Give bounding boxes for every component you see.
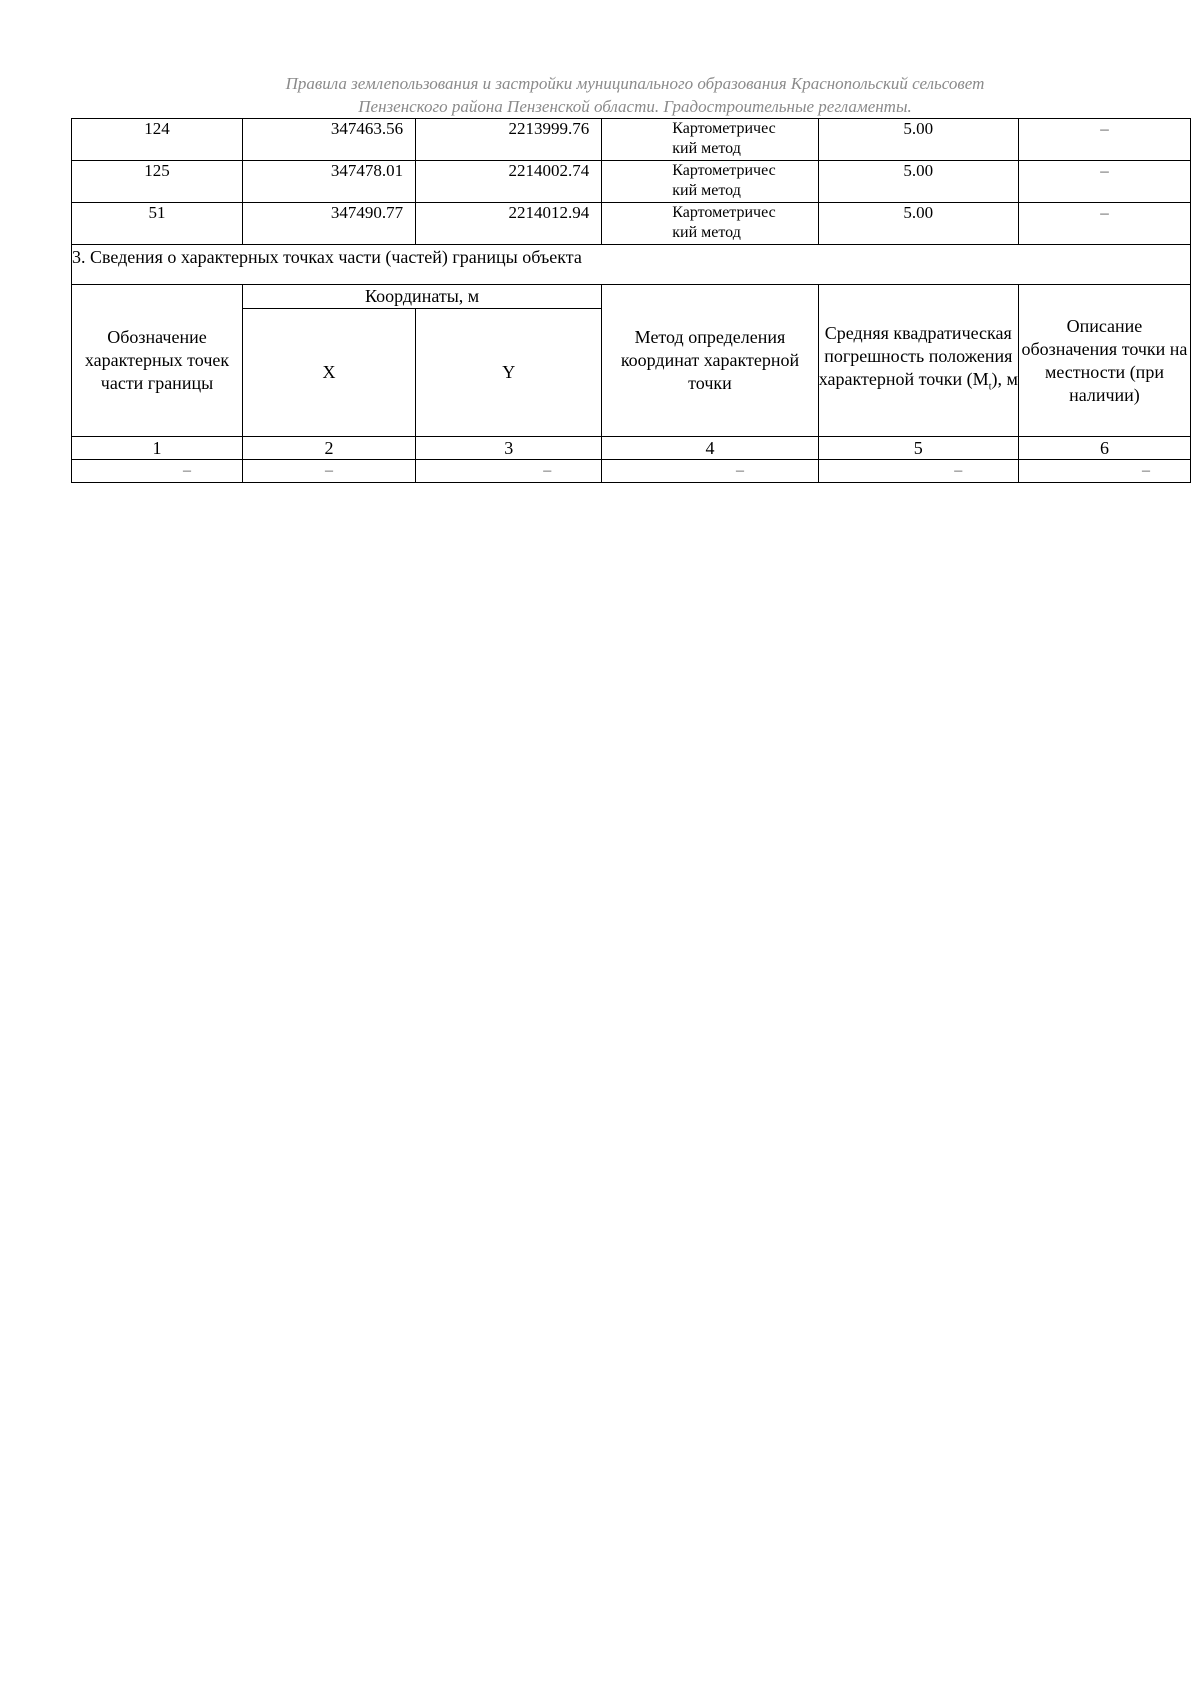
empty-cell: – [72, 460, 243, 483]
error-cell: 5.00 [818, 203, 1018, 245]
column-number: 4 [602, 437, 818, 460]
y-cell: 2213999.76 [416, 119, 602, 161]
x-cell: 347490.77 [242, 203, 415, 245]
header-row [72, 285, 1191, 309]
table-row [72, 203, 1191, 245]
description-cell: – [1018, 119, 1190, 161]
column-header-description: Описание обозначения точки на местности (при наличии) [1018, 285, 1190, 437]
empty-cell: – [818, 460, 1018, 483]
empty-cell: – [242, 460, 415, 483]
error-cell: 5.00 [818, 161, 1018, 203]
method-cell: Картометричес кий метод [602, 203, 818, 245]
table-row [72, 119, 1191, 161]
empty-cell: – [1018, 460, 1190, 483]
column-number-row [72, 437, 1191, 460]
x-cell: 347463.56 [242, 119, 415, 161]
column-header-y: Y [416, 309, 602, 437]
empty-row [72, 460, 1191, 483]
point-cell: 51 [72, 203, 243, 245]
coordinates-table [71, 118, 1191, 483]
page-header [0, 72, 1200, 118]
description-cell: – [1018, 161, 1190, 203]
point-cell: 124 [72, 119, 243, 161]
column-header-method: Метод определения координат характерной точки [602, 285, 818, 437]
y-cell: 2214002.74 [416, 161, 602, 203]
error-cell: 5.00 [818, 119, 1018, 161]
column-number: 6 [1018, 437, 1190, 460]
empty-cell: – [602, 460, 818, 483]
method-cell: Картометричес кий метод [602, 119, 818, 161]
y-cell: 2214012.94 [416, 203, 602, 245]
method-cell: Картометричес кий метод [602, 161, 818, 203]
description-cell: – [1018, 203, 1190, 245]
section-title: 3. Сведения о характерных точках части (частей) границы объекта [72, 245, 1191, 285]
column-number: 2 [242, 437, 415, 460]
empty-cell: – [416, 460, 602, 483]
point-cell: 125 [72, 161, 243, 203]
column-header-coordinates: Координаты, м [242, 285, 601, 309]
column-number: 3 [416, 437, 602, 460]
column-number: 5 [818, 437, 1018, 460]
column-number: 1 [72, 437, 243, 460]
table-row [72, 161, 1191, 203]
header-line-2: Пензенского района Пензенской области. Градостроительные регламенты. [358, 97, 912, 116]
header-line-1: Правила землепользования и застройки муниципального образования Краснопольский сельсовет [285, 74, 985, 93]
column-header-error: Средняя квадратическая погрешность положения характерной точки $(M_t)$, м [818, 285, 1018, 437]
column-header-x: X [242, 309, 415, 437]
x-cell: 347478.01 [242, 161, 415, 203]
column-header-designation: Обозначение характерных точек части границы [72, 285, 243, 437]
section-title-row [72, 245, 1191, 285]
